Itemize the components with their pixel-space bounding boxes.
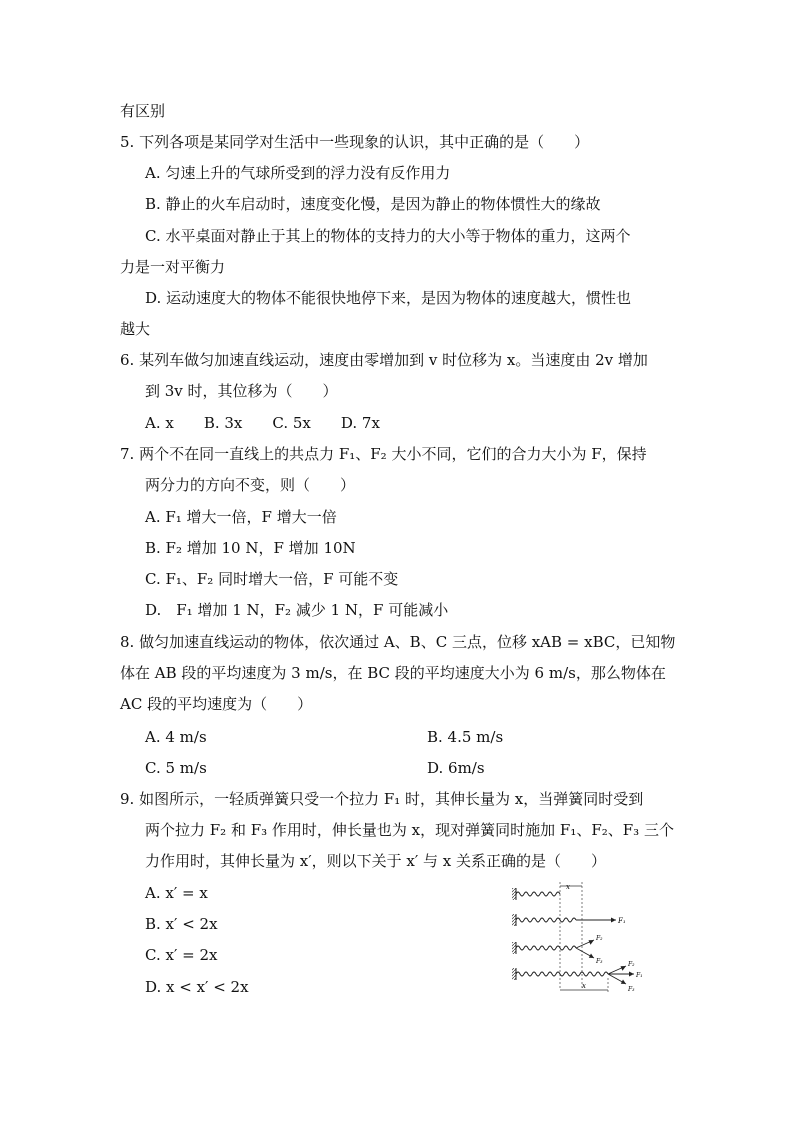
f2-label-row4: F₂ [628,961,635,968]
question-7-option-b: B. F₂ 增加 10 N，F 增加 10N [145,539,356,557]
question-5-option-a: A. 匀速上升的气球所受到的浮力没有反作用力 [145,164,451,182]
question-9-option-d: D. x < x′ < 2x [145,978,249,996]
question-8-stem-line3: AC 段的平均速度为（ ） [120,695,313,713]
f3-label-row4: F₃ [628,986,635,993]
question-8-option-a: A. 4 m/s [145,728,207,746]
wall-icon [512,968,516,980]
question-8-option-c: C. 5 m/s [145,759,207,777]
question-5-option-d-line2: 越大 [120,320,151,338]
question-6-options: A. x B. 3x C. 5x D. 7x [145,414,380,432]
f2-label-row3: F₂ [596,935,603,942]
question-9-option-c: C. x′ = 2x [145,946,218,964]
wall-icon [512,942,516,954]
question-5-option-c-line2: 力是一对平衡力 [120,258,226,276]
question-7-option-d: D. F₁ 增加 1 N，F₂ 减少 1 N，F 可能减小 [145,601,449,619]
question-7-option-a: A. F₁ 增大一倍，F 增大一倍 [145,508,337,526]
question-9-stem-line3: 力作用时，其伸长量为 x′，则以下关于 x′ 与 x 关系正确的是（ ） [145,852,607,870]
arrow-icon [629,972,634,977]
f1-label-row2: F₁ [618,917,626,925]
spring-icon [516,918,576,922]
question-9-option-b: B. x′ < 2x [145,915,218,933]
question-8-option-b: B. 4.5 m/s [427,728,504,746]
arrow-icon [611,918,616,923]
x-label-bottom: x [582,982,586,990]
question-7-stem-line1: 7. 两个不在同一直线上的共点力 F₁、F₂ 大小不同，它们的合力大小为 F，保持 [120,445,647,463]
question-9-option-a: A. x′ = x [145,884,208,902]
question-9-stem-line2: 两个拉力 F₂ 和 F₃ 作用时，伸长量也为 x，现对弹簧同时施加 F₁、F₂、F₃ 三个 [145,821,674,839]
spring-icon [516,892,560,896]
spring-icon [516,972,608,976]
question-5-option-b: B. 静止的火车启动时，速度变化慢，是因为静止的物体惯性大的缘故 [145,195,601,213]
question-5-option-d-line1: D. 运动速度大的物体不能很快地停下来，是因为物体的速度越大，惯性也 [145,289,632,307]
question-7-option-c: C. F₁、F₂ 同时增大一倍，F 可能不变 [145,570,399,588]
spring-icon [516,946,576,950]
question-6-stem-line2: 到 3v 时，其位移为（ ） [145,382,338,400]
question-7-stem-line2: 两分力的方向不变，则（ ） [145,476,356,494]
question-8-stem-line1: 8. 做匀加速直线运动的物体，依次通过 A、B、C 三点，位移 xAB = xBC，已知物 [120,633,676,651]
continuation-text: 有区别 [120,102,166,120]
f3-label-row3: F₃ [596,958,603,965]
question-5-option-c-line1: C. 水平桌面对静止于其上的物体的支持力的大小等于物体的重力，这两个 [145,227,631,245]
f1-label-row4: F₁ [636,972,643,979]
wall-icon [512,914,516,926]
question-9-stem-line1: 9. 如图所示，一轻质弹簧只受一个拉力 F₁ 时，其伸长量为 x，当弹簧同时受到 [120,790,644,808]
question-6-stem-line1: 6. 某列车做匀加速直线运动，速度由零增加到 v 时位移为 x。当速度由 2v 增加 [120,351,648,369]
wall-icon [512,888,516,900]
question-5-stem: 5. 下列各项是某同学对生活中一些现象的认识，其中正确的是（ ） [120,133,590,151]
spring-diagram [508,878,660,1006]
x-label-top: x [566,883,570,891]
question-8-stem-line2: 体在 AB 段的平均速度为 3 m/s，在 BC 段的平均速度大小为 6 m/s，那么物体在 [120,664,666,682]
question-8-option-d: D. 6m/s [427,759,485,777]
